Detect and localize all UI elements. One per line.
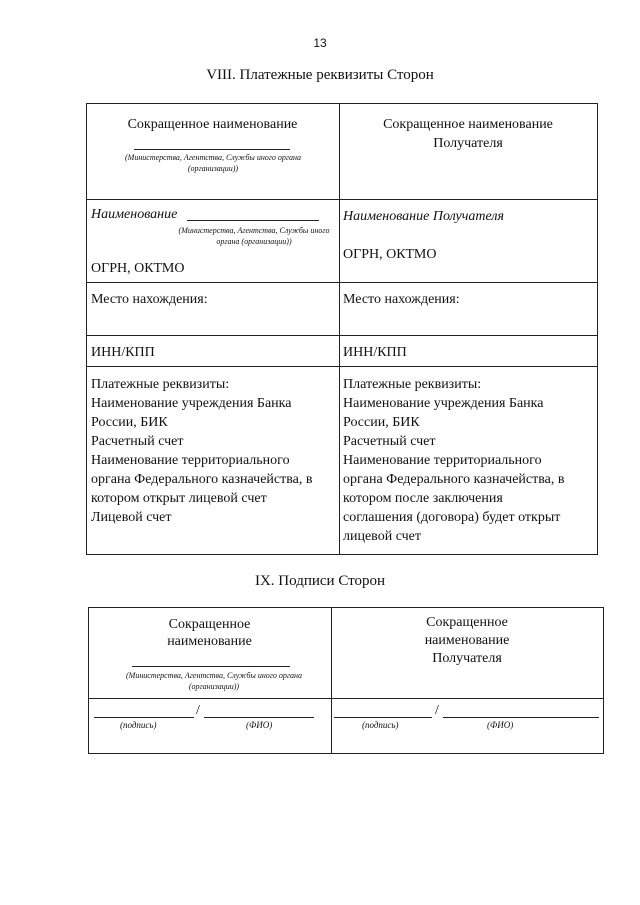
payment-line: органа Федерального казначейства, в bbox=[343, 472, 565, 487]
sig-left-short-name-line2: наименование bbox=[167, 634, 252, 649]
left-short-name-note: (Министерства, Агентства, Службы иного органа (организации)) bbox=[125, 153, 301, 173]
right-short-name-line1: Сокращенное наименование bbox=[383, 117, 553, 132]
sig-left-fio-label: (ФИО) bbox=[246, 720, 273, 730]
slash-separator: / bbox=[196, 703, 200, 718]
left-name-note: (Министерства, Агентства, Службы иного органа (организации)) bbox=[178, 226, 330, 246]
sig-right-fio-label: (ФИО) bbox=[487, 720, 514, 730]
payment-line: Расчетный счет bbox=[91, 434, 184, 449]
fio-line bbox=[443, 717, 599, 718]
row-divider bbox=[86, 282, 598, 283]
section-8-title: VIII. Платежные реквизиты Сторон bbox=[206, 67, 434, 83]
page-number: 13 bbox=[313, 36, 327, 50]
sig-right-short-name-line1: Сокращенное bbox=[426, 615, 508, 630]
left-name-label: Наименование bbox=[91, 207, 178, 222]
payment-line: соглашения (договора) будет открыт bbox=[343, 510, 561, 525]
right-ogrn-label: ОГРН, ОКТМО bbox=[343, 247, 437, 262]
payment-line: Наименование учреждения Банка bbox=[343, 396, 544, 411]
right-payment-block bbox=[343, 375, 595, 546]
sig-right-short-name-line3: Получателя bbox=[432, 651, 502, 666]
payment-line: России, БИК bbox=[91, 415, 168, 430]
right-location-label: Место нахождения: bbox=[343, 292, 460, 307]
row-divider bbox=[88, 698, 604, 699]
signature-line bbox=[94, 717, 194, 718]
slash-separator: / bbox=[435, 703, 439, 718]
right-inn-label: ИНН/КПП bbox=[343, 345, 407, 360]
left-short-name-underline bbox=[134, 149, 290, 150]
payment-line: Наименование территориального bbox=[91, 453, 290, 468]
payment-line: Платежные реквизиты: bbox=[343, 377, 482, 392]
sig-left-note: (Министерства, Агентства, Службы иного органа (организации)) bbox=[126, 671, 302, 691]
payment-line: Наименование учреждения Банка bbox=[91, 396, 292, 411]
left-ogrn-label: ОГРН, ОКТМО bbox=[91, 261, 185, 276]
table-divider bbox=[339, 103, 340, 555]
left-inn-label: ИНН/КПП bbox=[91, 345, 155, 360]
payment-line: Платежные реквизиты: bbox=[91, 377, 230, 392]
row-divider bbox=[86, 335, 598, 336]
sig-right-sign-label: (подпись) bbox=[362, 720, 399, 730]
sig-right-short-name-line2: наименование bbox=[424, 633, 510, 648]
left-location-label: Место нахождения: bbox=[91, 292, 208, 307]
sig-left-sign-label: (подпись) bbox=[120, 720, 157, 730]
fio-line bbox=[204, 717, 314, 718]
payment-line: Расчетный счет bbox=[343, 434, 436, 449]
right-short-name-line2: Получателя bbox=[433, 136, 503, 151]
payment-line: котором открыт лицевой счет bbox=[91, 491, 267, 506]
left-name-underline bbox=[187, 220, 319, 221]
payment-line: Лицевой счет bbox=[91, 510, 172, 525]
row-divider bbox=[86, 199, 598, 200]
payment-line: лицевой счет bbox=[343, 529, 421, 544]
right-name-label: Наименование Получателя bbox=[343, 209, 505, 224]
payment-line: России, БИК bbox=[343, 415, 420, 430]
sig-left-name-underline bbox=[132, 666, 290, 667]
signature-line bbox=[334, 717, 432, 718]
left-short-name-label: Сокращенное наименование bbox=[127, 117, 298, 132]
section-9-title: IX. Подписи Сторон bbox=[254, 573, 386, 589]
left-payment-block bbox=[91, 375, 336, 527]
row-divider bbox=[86, 366, 598, 367]
sig-left-short-name-line1: Сокращенное bbox=[168, 617, 251, 632]
payment-line: Наименование территориального bbox=[343, 453, 542, 468]
payment-line: органа Федерального казначейства, в bbox=[91, 472, 313, 487]
payment-line: котором после заключения bbox=[343, 491, 503, 506]
